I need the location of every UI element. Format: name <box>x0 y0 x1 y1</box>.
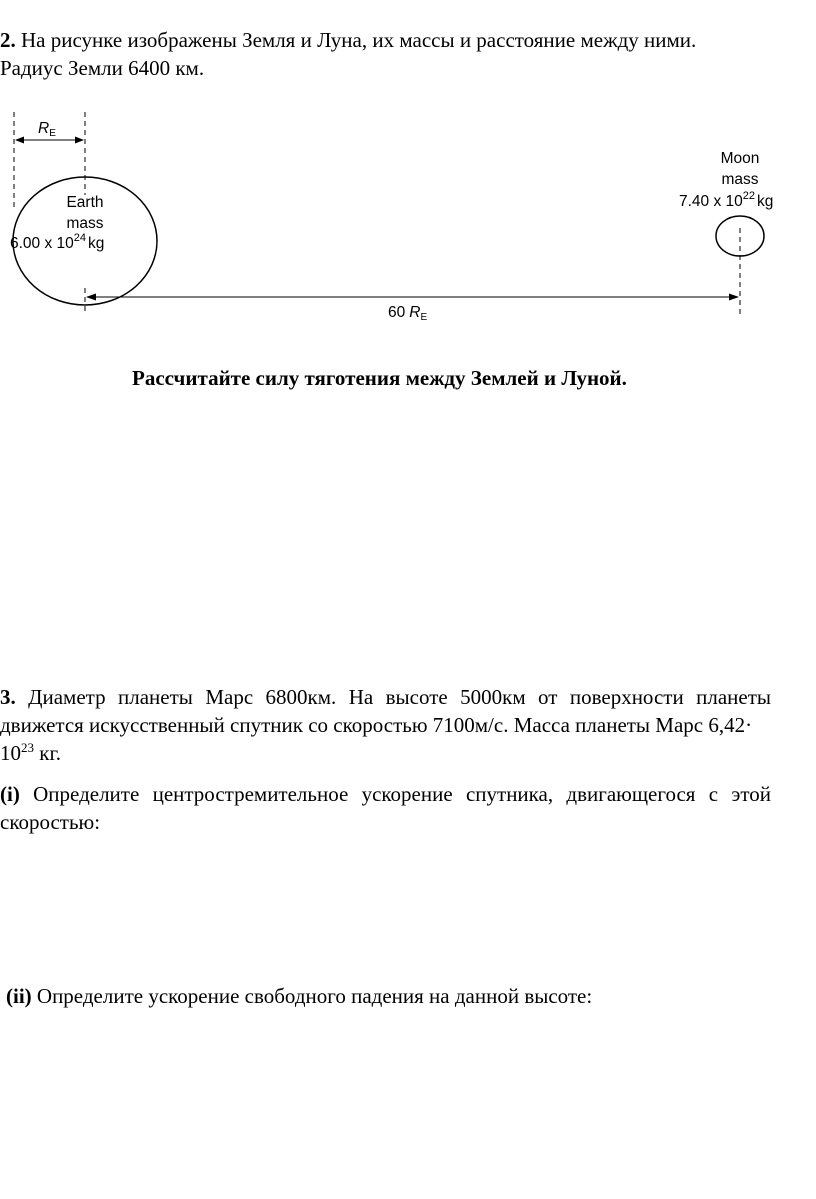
problem-3-number: 3. <box>0 685 16 709</box>
part-i-text: Определите центростремительное ускорение спутника, двигающегося с этой скоростью: <box>0 782 771 834</box>
problem-3-part-ii <box>6 982 786 1010</box>
problem-3-part-i <box>0 780 771 836</box>
earth-moon-diagram <box>0 100 816 330</box>
earth-radius-arrowhead-left <box>15 137 24 144</box>
problem-3-mass-exponent: 23 <box>21 740 34 755</box>
problem-3-statement: Диаметр планеты Марс 6800км. На высоте 5000км от поверхности планеты движется искусственный спутник со скоростью 7100м/с. Масса планеты Марс 6,42· <box>0 685 772 737</box>
moon-label: Moon <box>720 150 760 167</box>
distance-arrowhead-right <box>729 294 739 301</box>
part-ii-text: Определите ускорение свободного падения на данной высоте: <box>36 984 593 1008</box>
problem-2-earth-radius: Радиус Земли 6400 км. <box>0 56 205 80</box>
earth-label: Earth <box>66 194 104 211</box>
earth-radius-arrowhead-right <box>75 137 84 144</box>
problem-3-mass-unit: кг. <box>34 741 61 765</box>
problem-3-text <box>0 683 771 767</box>
distance-arrowhead-left <box>86 294 96 301</box>
distance-label: 60 RE <box>388 304 428 323</box>
problem-2-text-line1: На рисунке изображены Земля и Луна, их массы и расстояние между ними. <box>21 28 697 52</box>
earth-radius-label: RE <box>38 120 56 139</box>
moon-mass-label: mass <box>721 171 759 188</box>
moon-mass-value: 7.40 x $10^{22}$ kg <box>679 190 774 210</box>
part-i-label: (i) <box>0 782 20 806</box>
problem-2-question: Рассчитайте силу тяготения между Землей и Луной. <box>132 366 627 390</box>
problem-3-mass-base: 10 <box>0 741 21 765</box>
problem-2-intro <box>0 26 800 54</box>
problem-2-number: 2. <box>0 28 16 52</box>
earth-mass-label: mass <box>66 215 104 232</box>
earth-mass-value: 6.00 x $10^{24}$ kg <box>10 232 105 252</box>
part-ii-label: (ii) <box>6 984 32 1008</box>
